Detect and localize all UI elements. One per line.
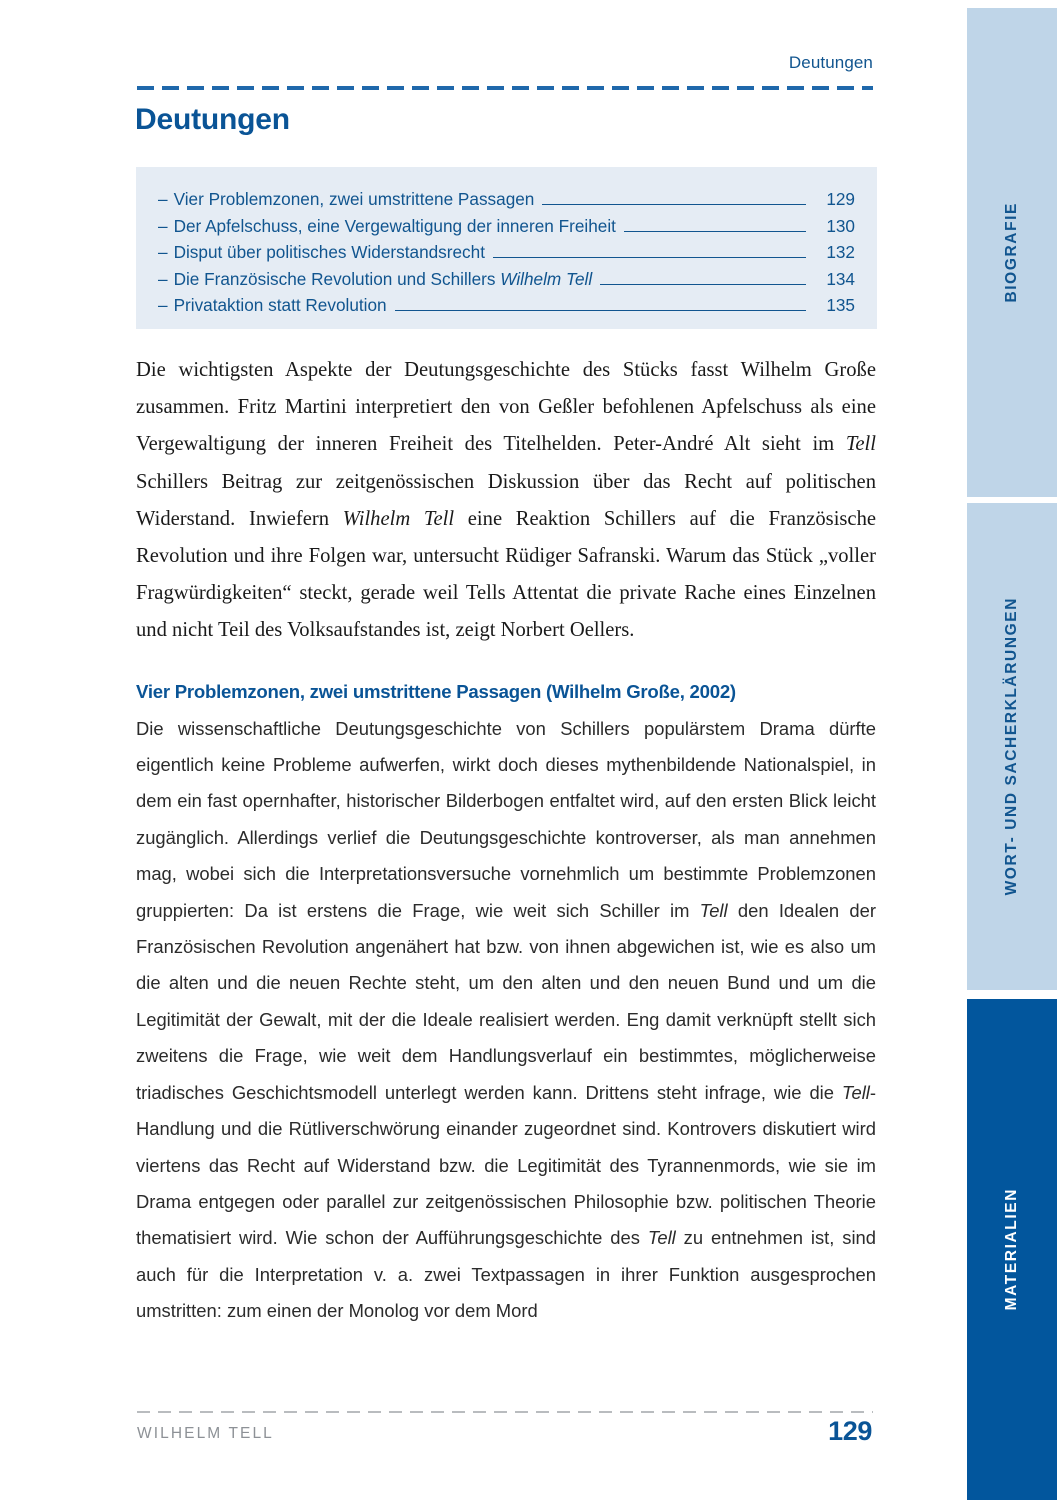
tab-biografie[interactable]	[967, 8, 1057, 497]
intro-italic-1: Tell	[845, 433, 876, 456]
section-text-4: zu entnehmen ist, sind auch für die Interpretation v. a. zwei Textpassagen in ihrer Funktion ausgesprochen umstritten: zum einen der Monolog vor dem Mord	[136, 1227, 876, 1322]
toc-entry[interactable]	[158, 239, 855, 266]
section-paragraph	[136, 711, 876, 1330]
toc-bullet-dash: –	[158, 215, 168, 236]
toc-entry-title: Die Französische Revolution und Schillers Wilhelm Tell	[173, 268, 593, 289]
section-italic-2: Tell	[841, 1081, 870, 1103]
toc-entry-page: 129	[826, 189, 855, 209]
toc-entry[interactable]	[158, 266, 855, 293]
tab-wort-und-sacherklaerungen-label: WORT- UND SACHERKLÄRUNGEN	[1003, 597, 1021, 896]
intro-paragraph	[136, 352, 876, 650]
toc-bullet-dash: –	[158, 295, 168, 315]
toc-entry-page: 130	[826, 215, 855, 236]
toc-entry-page: 135	[826, 295, 855, 315]
intro-text-2: Schillers Beitrag zur zeitgenössischen Diskussion über das Recht auf politischen Widerstand. Inwiefern	[136, 470, 876, 530]
toc-leader-line	[624, 231, 806, 232]
page-content	[136, 352, 876, 1330]
tab-materialien[interactable]	[967, 999, 1057, 1500]
tab-wort-und-sacherklaerungen[interactable]	[967, 503, 1057, 990]
toc-bullet-dash: –	[158, 268, 168, 289]
running-head: Deutungen	[788, 53, 873, 72]
section-italic-3: Tell	[647, 1227, 676, 1249]
footer-page-number: 129	[828, 1416, 872, 1446]
chapter-toc-box	[136, 167, 877, 329]
footer-dashed-rule	[137, 1411, 873, 1413]
intro-text-3: eine Reaktion Schillers auf die Französische Revolution und ihre Folgen war, untersucht Rüdiger Safranski. Warum das Stück „voller Fragwürdigkeiten“ steckt, gerade weil Tells Attentat die private Rache eines Einzelnen und nicht Teil des Volksaufstandes ist, zeigt Norbert Oellers.	[136, 507, 877, 642]
toc-entry[interactable]	[158, 186, 855, 213]
toc-entry-page: 132	[826, 242, 855, 262]
intro-italic-2: Wilhelm Tell	[342, 507, 455, 530]
tab-biografie-label: BIOGRAFIE	[1003, 202, 1021, 303]
section-text-2: den Idealen der Französischen Revolution angenähert hat bzw. von ihnen abgewichen ist, wie es also um die alten und die neuen Rechte steht, um den alten und den neuen Bund und um die Legitimität der Gewalt, mit der die Ideale realisiert werden. Eng damit verknüpft stellt sich zweitens die Frage, wie weit dem Handlungsverlauf ein bestimmtes, möglicherweise triadisches Geschichtsmodell unterlegt werden kann. Drittens steht infrage, wie die	[136, 899, 876, 1103]
header-dashed-rule	[137, 86, 873, 90]
toc-entry[interactable]	[158, 292, 855, 319]
toc-entry-title: Vier Problemzonen, zwei umstrittene Passagen	[173, 189, 535, 209]
toc-bullet-dash: –	[158, 189, 168, 209]
section-text-3: -Handlung und die Rütliverschwörung einander zugeordnet sind. Kontrovers diskutiert wird viertens das Recht auf Widerstand bzw. die Legitimität des Tyrannenmords, wie sie im Drama entgegen oder parallel zur zeitgenössischen Philosophie bzw. politischen Theorie thematisiert wird. Wie schon der Aufführungsgeschichte des	[136, 1081, 876, 1249]
tab-materialien-label: MATERIALIEN	[1003, 1188, 1021, 1311]
toc-leader-line	[542, 204, 806, 205]
toc-leader-line	[395, 310, 806, 311]
section-tab-rail	[967, 0, 1057, 1500]
toc-entry-title: Disput über politisches Widerstandsrecht	[173, 242, 485, 262]
intro-text-1: Die wichtigsten Aspekte der Deutungsgeschichte des Stücks fasst Wilhelm Große zusammen. Fritz Martini interpretiert den von Geßler befohlenen Apfelschuss als eine Vergewaltigung der inneren Freiheit des Titelhelden. Peter-André Alt sieht im	[136, 359, 876, 456]
toc-entry-title: Der Apfelschuss, eine Vergewaltigung der inneren Freiheit	[173, 215, 616, 236]
toc-leader-line	[493, 257, 806, 258]
toc-leader-line	[600, 284, 806, 285]
section-text-1: Die wissenschaftliche Deutungsgeschichte von Schillers populärstem Drama dürfte eigentlich keine Probleme aufwerfen, wirkt doch dieses mythenbildende Nationalspiel, in dem ein fast opernhafter, historischer Bilderbogen entfaltet wird, auf den ersten Blick leicht zugänglich. Allerdings verlief die Deutungsgeschichte kontroverser, als man annehmen mag, wobei sich die Interpretationsversuche vornehmlich um bestimmte Problemzonen gruppierten: Da ist erstens die Frage, wie weit sich Schiller im	[136, 717, 876, 921]
toc-entry[interactable]	[158, 213, 855, 240]
toc-bullet-dash: –	[158, 242, 168, 262]
page-title: Deutungen	[135, 103, 290, 136]
toc-entry-title-italic: Wilhelm Tell	[500, 268, 593, 289]
section-italic-1: Tell	[699, 899, 728, 921]
toc-entry-page: 134	[826, 268, 855, 289]
section-heading: Vier Problemzonen, zwei umstrittene Passagen (Wilhelm Große, 2002)	[136, 680, 736, 702]
footer-book-title: WILHELM TELL	[137, 1425, 274, 1442]
toc-entry-title: Privataktion statt Revolution	[173, 295, 387, 315]
